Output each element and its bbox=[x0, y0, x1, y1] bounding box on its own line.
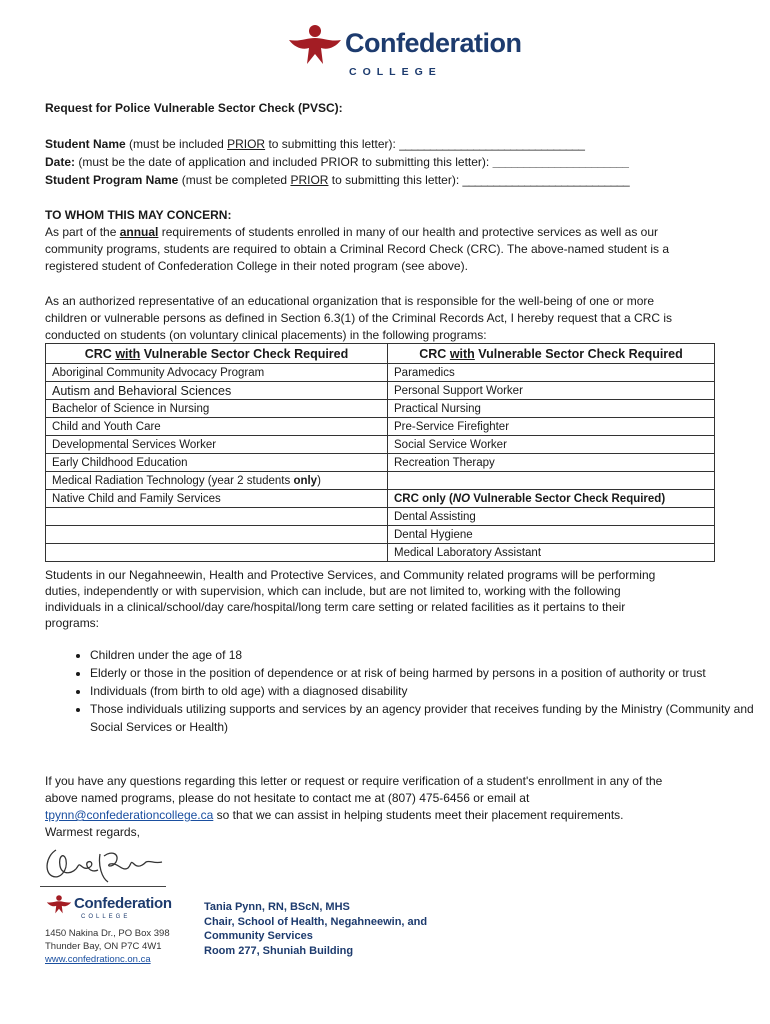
signer-room: Room 277, Shuniah Building bbox=[204, 944, 354, 957]
students-line3: individuals in a clinical/school/day care/hospital/long term care setting or related facilities as it pertains to their bbox=[45, 600, 626, 614]
student-name-blank[interactable]: ______________________________ bbox=[399, 137, 585, 151]
table-cell: Medical Laboratory Assistant bbox=[388, 544, 715, 562]
request-title: Request for Police Vulnerable Sector Check (PVSC): bbox=[45, 101, 343, 115]
concern-p1-line3: registered student of Confederation College in their noted program (see above). bbox=[45, 259, 468, 273]
table-header-row bbox=[46, 344, 715, 364]
student-name-label: Student Name bbox=[45, 137, 126, 151]
email-link[interactable]: tpynn@confederationcollege.ca bbox=[45, 808, 214, 822]
program-label: Student Program Name bbox=[45, 173, 179, 187]
table-row bbox=[46, 364, 715, 382]
table-row bbox=[46, 454, 715, 472]
table-cell: Medical Radiation Technology (year 2 students only) bbox=[46, 472, 388, 490]
table-cell: Dental Hygiene bbox=[388, 526, 715, 544]
table-cell: Pre-Service Firefighter bbox=[388, 418, 715, 436]
footer-address2: Thunder Bay, ON P7C 4W1 bbox=[45, 941, 162, 952]
college-logo-small-icon bbox=[45, 894, 73, 916]
program-field: Student Program Name (must be completed PRIOR to submitting this letter): ___________________________ bbox=[45, 173, 630, 187]
logo-sub: COLLEGE bbox=[349, 66, 442, 78]
signer-name: Tania Pynn, RN, BScN, MHS bbox=[204, 901, 350, 913]
program-blank[interactable]: ___________________________ bbox=[462, 173, 630, 187]
contact-line3: tpynn@confederationcollege.ca so that we can assist in helping students meet their placement requirements. bbox=[45, 808, 624, 822]
table-cell: Child and Youth Care bbox=[46, 418, 388, 436]
table-row bbox=[46, 472, 715, 490]
date-label: Date: bbox=[45, 155, 76, 169]
concern-p2-line1: As an authorized representative of an educational organization that is responsible for the well-being of one or more bbox=[45, 294, 655, 308]
footer-logo bbox=[45, 892, 195, 926]
footer-address1: 1450 Nakina Dr., PO Box 398 bbox=[45, 928, 170, 939]
contact-line1: If you have any questions regarding this letter or request or require verification of a student's enrollment in any of the bbox=[45, 774, 663, 788]
table-cell-crc-only-header: CRC only (NO Vulnerable Sector Check Required) bbox=[388, 490, 715, 508]
table-cell: Aboriginal Community Advocacy Program bbox=[46, 364, 388, 382]
table-row bbox=[46, 382, 715, 400]
list-item: • Individuals (from birth to old age) with a diagnosed disability bbox=[90, 682, 770, 700]
table-cell: Practical Nursing bbox=[388, 400, 715, 418]
signature-block bbox=[204, 900, 427, 958]
table-cell bbox=[46, 508, 388, 526]
signature-divider bbox=[40, 886, 166, 887]
table-row bbox=[46, 508, 715, 526]
students-line4: programs: bbox=[45, 616, 100, 630]
footer-logo-sub: COLLEGE bbox=[81, 914, 131, 920]
table-cell bbox=[388, 472, 715, 490]
table-header-left: CRC with Vulnerable Sector Check Required bbox=[46, 344, 388, 364]
table-cell: Personal Support Worker bbox=[388, 382, 715, 400]
signer-title1: Chair, School of Health, Negahneewin, and bbox=[204, 915, 428, 928]
signer-title2: Community Services bbox=[204, 930, 313, 942]
table-cell: Developmental Services Worker bbox=[46, 436, 388, 454]
closing: Warmest regards, bbox=[45, 825, 140, 839]
table-cell: Social Service Worker bbox=[388, 436, 715, 454]
table-row bbox=[46, 526, 715, 544]
table-row bbox=[46, 418, 715, 436]
table-cell: Early Childhood Education bbox=[46, 454, 388, 472]
footer-logo-name: Confederation bbox=[74, 895, 172, 912]
table-cell bbox=[46, 544, 388, 562]
concern-p1-line2: community programs, students are required to obtain a Criminal Record Check (CRC). The above-named student is a bbox=[45, 242, 670, 256]
list-item: • Elderly or those in the position of dependence or at risk of being harmed by persons in a position of authority or trust bbox=[90, 664, 770, 682]
table-cell: Autism and Behavioral Sciences bbox=[46, 382, 388, 400]
table-row bbox=[46, 436, 715, 454]
date-field: Date: (must be the date of application and included PRIOR to submitting this letter): ______________________ bbox=[45, 155, 629, 169]
concern-p2-line2: children or vulnerable persons as defined in Section 6.3(1) of the Criminal Records Act, I hereby request that a CRC is bbox=[45, 311, 672, 325]
student-name-field: Student Name (must be included PRIOR to submitting this letter): ______________________________ bbox=[45, 137, 585, 151]
list-item: • Those individuals utilizing supports and services by an agency provider that receives funding by the Ministry (Community and Social Services or Health) bbox=[90, 700, 770, 736]
table-row bbox=[46, 400, 715, 418]
list-item: • Children under the age of 18 bbox=[90, 646, 770, 664]
concern-p2-line3: conducted on students (on voluntary clinical placements) in the following programs: bbox=[45, 328, 487, 342]
table-cell: Paramedics bbox=[388, 364, 715, 382]
footer-website-link[interactable]: www.confedrationc.on.ca bbox=[45, 954, 151, 965]
handwritten-signature bbox=[38, 842, 168, 890]
header-logo bbox=[285, 22, 545, 82]
date-blank[interactable]: ______________________ bbox=[492, 155, 629, 169]
table-cell: Native Child and Family Services bbox=[46, 490, 388, 508]
students-line1: Students in our Negahneewin, Health and Protective Services, and Community related programs will be performing bbox=[45, 568, 656, 582]
table-cell: Recreation Therapy bbox=[388, 454, 715, 472]
concern-heading: TO WHOM THIS MAY CONCERN: bbox=[45, 208, 232, 222]
table-row bbox=[46, 544, 715, 562]
table-cell: Bachelor of Science in Nursing bbox=[46, 400, 388, 418]
table-row bbox=[46, 490, 715, 508]
table-header-right: CRC with Vulnerable Sector Check Required bbox=[388, 344, 715, 364]
students-line2: duties, independently or with supervision, which can include, but are not limited to, working with the following bbox=[45, 584, 621, 598]
logo-name: Confederation bbox=[345, 28, 522, 58]
table-cell: Dental Assisting bbox=[388, 508, 715, 526]
concern-p1-line1: As part of the annual requirements of students enrolled in many of our health and protective services as well as our bbox=[45, 225, 658, 239]
bullet-list bbox=[45, 646, 770, 736]
college-logo-icon bbox=[285, 24, 345, 68]
programs-table bbox=[45, 343, 715, 562]
contact-line2: above named programs, please do not hesitate to contact me at (807) 475-6456 or email at bbox=[45, 791, 530, 805]
table-cell bbox=[46, 526, 388, 544]
